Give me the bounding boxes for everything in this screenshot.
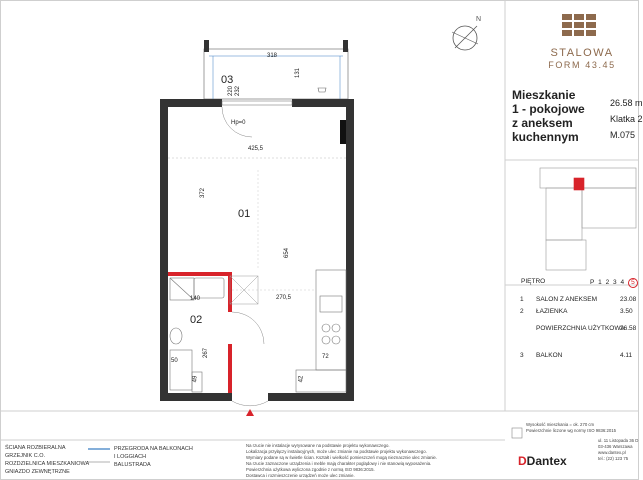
kitchenette [296,270,346,392]
dim-49: 49 [192,375,199,383]
row-area: 4.11 [620,352,633,359]
row-area: 3.50 [620,308,633,315]
legend-left [5,444,89,476]
bathtub-icon [170,350,192,390]
room-main-label: 01 [238,208,251,220]
floor-current[interactable]: 5 [628,278,638,288]
hob-icon [322,324,330,332]
room-balcony-label: 03 [221,74,234,86]
disclaimer-line: Dostawca i rozmieszczenie urządzeń może ulec zmianie. [246,473,355,478]
legend-item: ŚCIANA ROZBIERALNA [5,445,66,451]
floor-3[interactable]: 3 [613,279,617,286]
apartment-area: 26.58 m [610,98,643,108]
developer-contact [598,438,638,462]
room-bath-label: 02 [190,314,203,326]
floor-4[interactable]: 4 [620,279,625,286]
row-name: ŁAZIENKA [536,308,568,315]
kitchen-sink-icon [320,296,342,312]
disclaimer-line: Na rzucie nie instalacje wyrysowane na podstawie projektu wykonawczego. [246,443,390,448]
compass-icon [452,16,481,50]
floor-1[interactable]: 1 [598,279,602,286]
title-line-2: 1 - pokojowe [512,102,585,116]
disclaimer [246,443,502,479]
dim-270: 270,5 [276,295,292,301]
sink-icon [194,278,224,298]
usable-area-value: 26.58 [620,325,637,332]
dim-room-width: 425,5 [248,146,264,152]
bathroom-partition [168,272,232,393]
disclaimer-line: Wymiary podane są w świetle ścian. Kształt i wielkość pomieszczeń mogą nieznacznie ulec zmianie. [246,455,438,460]
title-line-3: z aneksem [512,116,573,130]
entry-door [232,401,268,416]
entrance-arrow-icon [246,409,254,416]
legend-item: GNIAZDO ZEWNĘTRZNE [5,469,70,475]
svg-text:N: N [476,16,482,23]
floor-selector [590,278,640,288]
developer-address-2: 03-436 Warszawa [598,444,633,449]
legend-mid [114,445,193,469]
dantex-icon: D [518,454,527,468]
height-note: Wysokość mieszkania = ok. 270 cm [526,422,595,427]
brand-name: STALOWA [550,47,614,59]
dim-140: 140 [190,296,201,302]
developer-web[interactable]: www.dantex.pl [598,450,626,455]
balcony [204,40,348,99]
dim-72: 72 [322,354,329,360]
brand-subname: FORM 43.45 [548,60,616,70]
iso-note: Powierzchnie liczone wg normy ISO 9836:2015 [526,428,617,433]
developer-address-1: ul. 11 Listopada 36 D [598,438,639,443]
row-name: SALON Z ANEKSEM [536,296,598,303]
dim-372: 372 [200,187,207,199]
balcony-row [520,352,638,364]
bathroom-door-swing [232,312,264,344]
row-area: 23.08 [620,296,637,303]
apartment-staircase: Klatka 2 [610,114,643,124]
title-line-1: Mieszkanie [512,88,576,102]
usable-area-label: POWIERZCHNIA UŻYTKOWA [536,325,625,332]
legend-item: I LOGGIACH [114,454,147,460]
rooms-table [520,296,638,364]
dim-balcony-width: 318 [267,53,278,59]
table-row [520,296,638,308]
usable-area-row [520,320,638,338]
legend-item: GRZEJNIK C.O. [5,453,46,459]
developer-phone: tel.: (22) 123 75 [598,456,629,461]
developer-logo [518,454,567,468]
apartment-info [610,95,643,143]
title-line-4: kuchennym [512,130,579,144]
developer-name: Dantex [526,454,567,468]
disclaimer-line: Lokalizacja przyłączy instalacyjnych, może ulec zmianie na podstawie projektu wykonawczego. [246,449,427,454]
floor-selector-label: PIĘTRO [521,278,546,285]
dim-267: 267 [203,347,210,359]
floor-p[interactable]: P [590,279,595,286]
dim-balcony-depth: 131 [295,67,302,79]
dim-50: 50 [171,358,178,364]
info-icon [512,428,522,438]
key-plan [540,168,636,270]
dim-232: 232 [235,85,242,97]
level-label: Hp=0 [231,120,246,126]
legend-item: PRZEGRODA NA BALKONACH [114,446,193,452]
apartment-unit: M.075 [610,130,636,140]
legend-item: BALUSTRADA [114,462,151,468]
dim-42: 42 [298,375,305,383]
disclaimer-line: Na rzucie zaznaczone urządzenia i meble mają charakter poglądowy i nie stanowią wyposażenia. [246,461,432,466]
legend-item: ROZDZIELNICA MIESZKANIOWA [5,461,90,467]
apartment-title [512,88,602,144]
disclaimer-line: Powierzchnia użytkowa wyliczona zgodnie z normą ISO 9836:2015. [246,467,375,472]
row-no: 2 [520,308,524,315]
dim-220: 220 [228,85,235,97]
toilet-icon [170,328,182,344]
dim-654: 654 [284,247,291,259]
row-name: BALKON [536,352,563,359]
row-no: 1 [520,296,524,303]
brand-logo-icon [562,14,596,36]
table-row [520,308,638,320]
floor-2[interactable]: 2 [605,279,610,286]
row-no: 3 [520,352,524,359]
